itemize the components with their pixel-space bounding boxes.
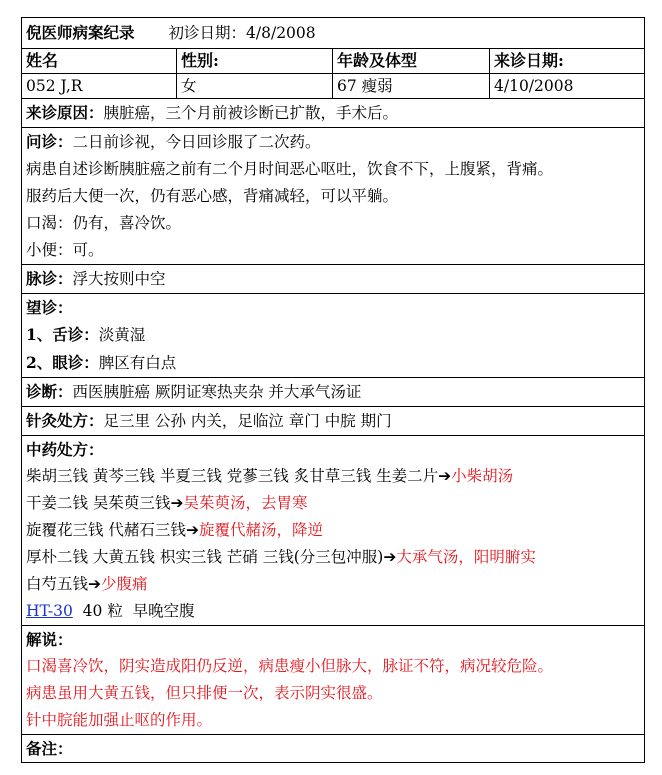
explanation-line: 口渴喜冷饮，阴实造成阳仍反逆，病患瘦小但脉大，脉证不符，病况较危险。 — [26, 657, 554, 675]
herbal-extra-line — [22, 598, 644, 625]
inquiry-section — [22, 128, 644, 265]
acupuncture-label: 针灸处方： — [26, 411, 104, 430]
case-record-sheet — [21, 17, 645, 763]
formula-name: 吴茱萸汤，去胃寒 — [183, 494, 308, 512]
eye-text: 脾区有白点 — [98, 354, 177, 372]
herbal-line — [22, 544, 644, 571]
title-row — [22, 17, 644, 49]
tongue-label: 1、舌诊： — [26, 325, 99, 344]
observation-section — [22, 294, 644, 378]
info-header-row — [22, 49, 644, 74]
herb-list: 旋覆花三钱 代赭石三钱 — [26, 521, 186, 539]
gender-header: 性别: — [177, 49, 333, 73]
arrow-icon: ➔ — [185, 521, 199, 539]
arrow-icon: ➔ — [88, 575, 102, 593]
inquiry-line: 小便：可。 — [26, 241, 104, 259]
pulse-section — [22, 265, 644, 294]
age-body-header: 年龄及体型 — [333, 49, 490, 73]
explanation-section — [22, 626, 644, 735]
herbal-line — [22, 571, 644, 598]
formula-name: 旋覆代赭汤，降逆 — [198, 521, 323, 539]
arrow-icon: ➔ — [383, 548, 397, 566]
diagnosis-text: 西医胰脏癌 厥阴证寒热夹杂 并大承气汤证 — [72, 383, 362, 401]
herbal-line — [22, 490, 644, 517]
herbal-label: 中药处方： — [26, 440, 104, 459]
ht30-link[interactable]: HT-30 — [26, 602, 73, 620]
explanation-line: 针中脘能加强止呕的作用。 — [26, 711, 213, 729]
pulse-text: 浮大按则中空 — [72, 270, 166, 288]
inquiry-line: 病患自述诊断胰脏癌之前有二个月时间恶心呕吐，饮食不下，上腹紧，背痛。 — [26, 160, 554, 178]
visit-date-value: 4/10/2008 — [494, 77, 574, 95]
formula-name: 少腹痛 — [101, 575, 148, 593]
herb-list: 干姜二钱 吴茱萸三钱 — [26, 494, 171, 512]
eye-label: 2、眼诊： — [26, 353, 99, 372]
arrow-icon: ➔ — [438, 467, 452, 485]
remarks-label: 备注： — [26, 739, 73, 758]
herbal-line — [22, 463, 644, 490]
herb-list: 白芍五钱 — [26, 575, 89, 593]
explanation-label: 解说： — [26, 630, 73, 649]
inquiry-first-text: 二日前诊视，今日回诊服了二次药。 — [72, 133, 321, 151]
diagnosis-label: 诊断： — [26, 382, 73, 401]
herbal-section — [22, 436, 644, 626]
inquiry-line: 口渴：仍有，喜冷饮。 — [26, 214, 182, 232]
herb-list: 柴胡三钱 黄芩三钱 半夏三钱 党蔘三钱 炙甘草三钱 生姜二片 — [26, 467, 439, 485]
inquiry-line: 服药后大便一次，仍有恶心感，背痛减轻，可以平躺。 — [26, 187, 399, 205]
age-body-value: 67 瘦弱 — [333, 74, 490, 98]
formula-name: 大承气汤，阳明腑实 — [396, 548, 536, 566]
gender-value: 女 — [177, 74, 333, 98]
visit-date-header: 来诊日期: — [494, 51, 564, 70]
acupuncture-text: 足三里 公孙 内关，足临泣 章门 中脘 期门 — [103, 412, 392, 430]
ht30-dosage: 40 粒 早晚空腹 — [72, 602, 195, 620]
remarks-section — [22, 735, 644, 763]
record-title: 倪医师病案纪录 — [26, 23, 135, 42]
diagnosis-section — [22, 378, 644, 407]
arrow-icon: ➔ — [170, 494, 184, 512]
first-visit-label: 初诊日期： — [168, 24, 247, 42]
herb-list: 厚朴二钱 大黄五钱 枳实三钱 芒硝 三钱(分三包冲服) — [26, 548, 384, 566]
observation-label: 望诊： — [26, 298, 73, 317]
info-value-row — [22, 74, 644, 99]
tongue-text: 淡黄湿 — [98, 326, 146, 344]
name-header: 姓名 — [22, 49, 177, 73]
reason-section — [22, 99, 644, 128]
acupuncture-section — [22, 407, 644, 436]
herbal-line — [22, 517, 644, 544]
reason-label: 来诊原因： — [26, 103, 104, 122]
inquiry-label: 问诊： — [26, 132, 73, 151]
explanation-line: 病患虽用大黄五钱，但只排便一次，表示阴实很盛。 — [26, 684, 383, 702]
pulse-label: 脉诊： — [26, 269, 73, 288]
name-value: 052 J,R — [22, 74, 177, 98]
first-visit-date: 4/8/2008 — [246, 24, 316, 42]
reason-text: 胰脏癌，三个月前被诊断已扩散，手术后。 — [103, 104, 399, 122]
formula-name: 小柴胡汤 — [451, 467, 514, 485]
